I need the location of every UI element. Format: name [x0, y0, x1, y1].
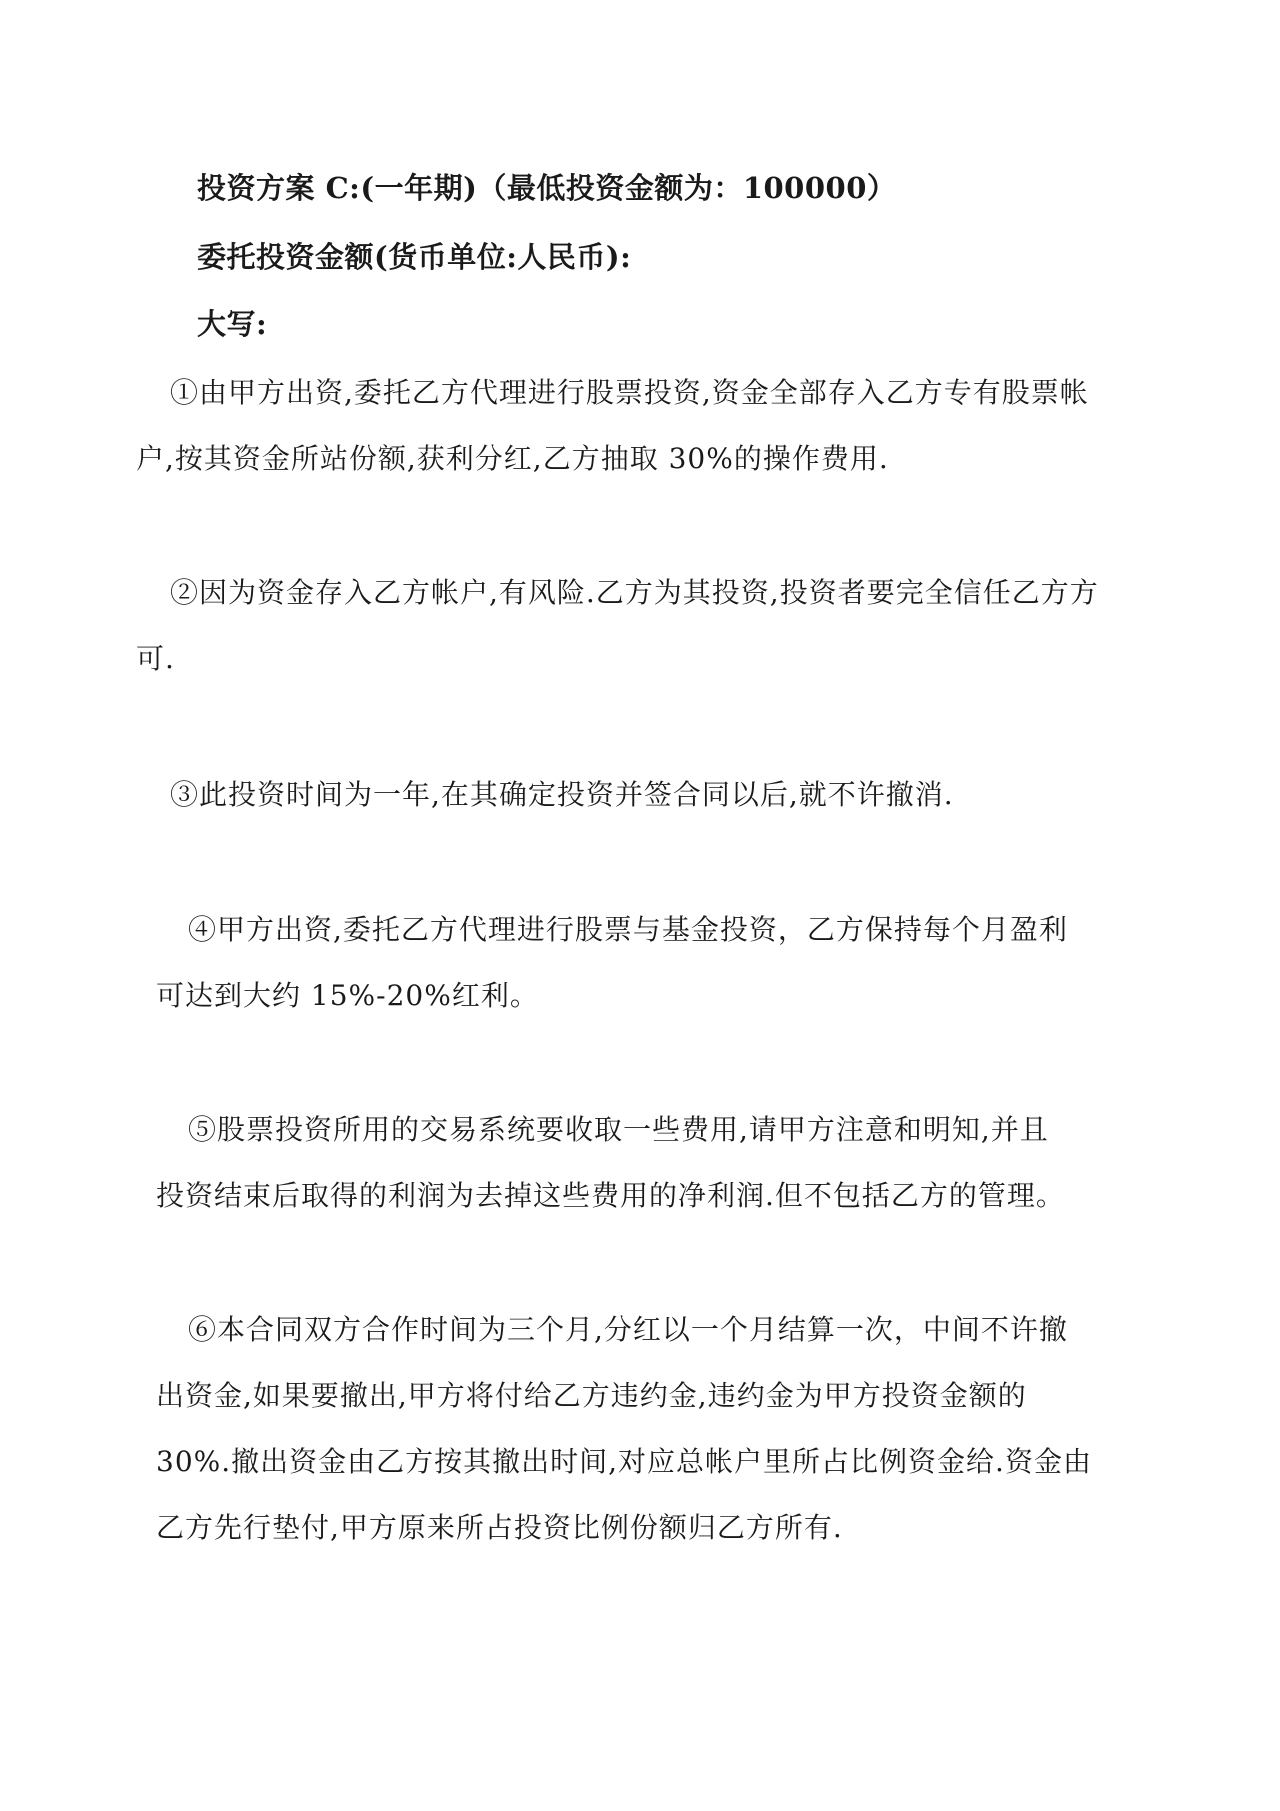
clause-4-line-1: ④甲方出资,委托乙方代理进行股票与基金投资，乙方保持每个月盈利 [188, 913, 1068, 946]
clause-6-line-3: 30%.撤出资金由乙方按其撤出时间,对应总帐户里所占比例资金给.资金由 [156, 1445, 1092, 1478]
clause-6-line-1: ⑥本合同双方合作时间为三个月,分红以一个月结算一次，中间不许撤 [188, 1313, 1068, 1346]
clause-6-line-4: 乙方先行垫付,甲方原来所占投资比例份额归乙方所有. [156, 1511, 843, 1544]
clause-6 [136, 1297, 1146, 1561]
clause-4-line-2: 可达到大约 15%-20%红利。 [156, 979, 539, 1012]
clause-3-line-1: ③此投资时间为一年,在其确定投资并签合同以后,就不许撤消. [170, 778, 954, 811]
clause-2-line-1: ②因为资金存入乙方帐户,有风险.乙方为其投资,投资者要完全信任乙方方 [170, 576, 1099, 609]
amount-in-words-label: 大写: [197, 307, 268, 341]
clause-2-line-2: 可. [136, 642, 175, 675]
plan-title: 投资方案 C:(一年期)（最低投资金额为：100000） [197, 171, 897, 205]
clause-1-line-2: 户,按其资金所站份额,获利分红,乙方抽取 30%的操作费用. [136, 442, 889, 475]
clause-1 [136, 360, 1146, 492]
clause-6-line-2: 出资金,如果要撤出,甲方将付给乙方违约金,违约金为甲方投资金额的 [156, 1379, 1027, 1412]
clause-5 [136, 1097, 1146, 1229]
clause-1-line-1: ①由甲方出资,委托乙方代理进行股票投资,资金全部存入乙方专有股票帐 [170, 376, 1089, 409]
clause-4 [136, 897, 1146, 1029]
clause-3 [136, 762, 1146, 828]
clause-2 [136, 560, 1146, 692]
investment-amount-label: 委托投资金额(货币单位:人民币): [197, 240, 632, 274]
clause-5-line-1: ⑤股票投资所用的交易系统要收取一些费用,请甲方注意和明知,并且 [188, 1113, 1049, 1146]
clause-5-line-2: 投资结束后取得的利润为去掉这些费用的净利润.但不包括乙方的管理。 [156, 1179, 1065, 1212]
